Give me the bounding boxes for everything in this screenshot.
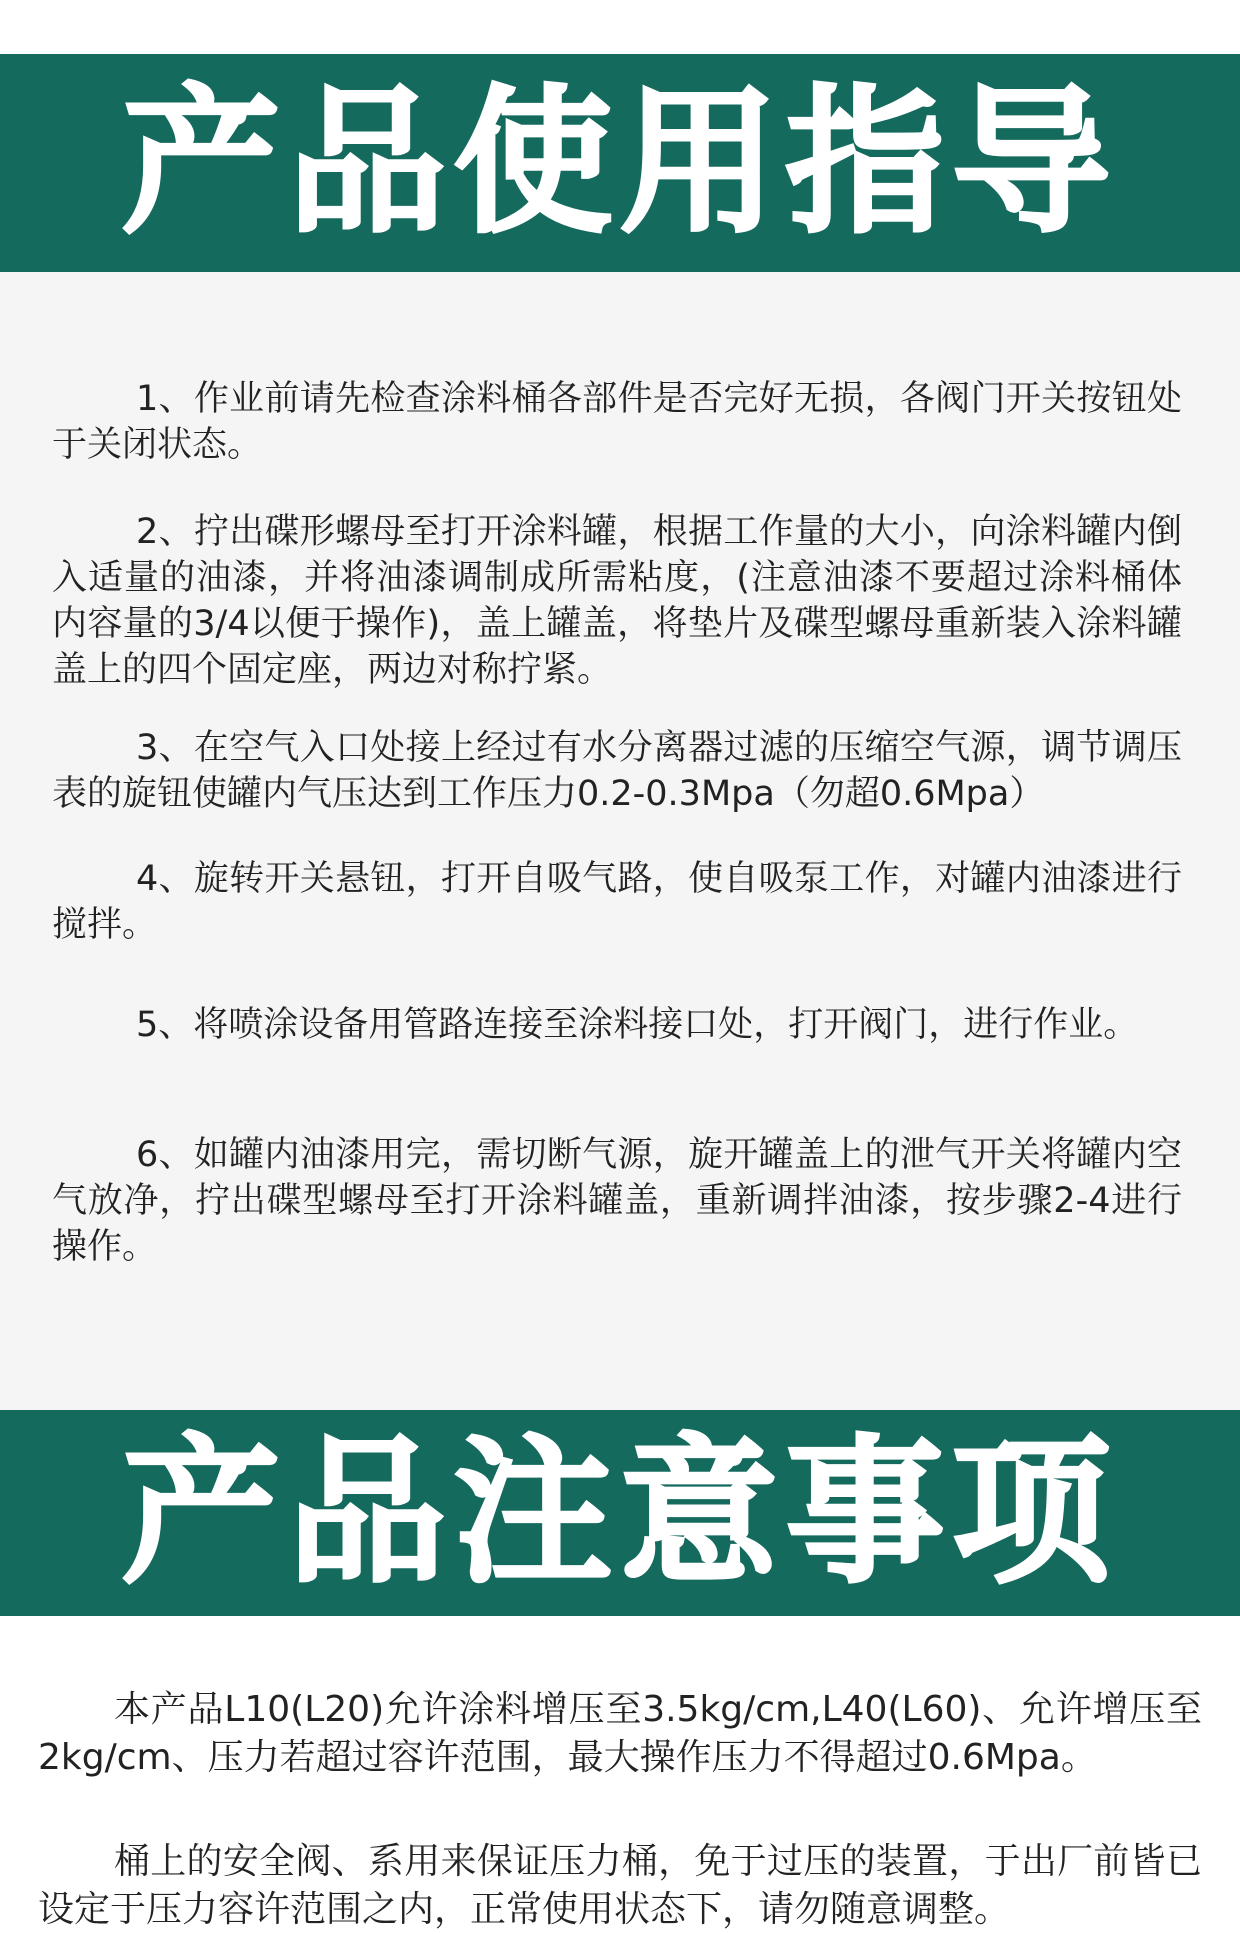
guide-step-4: 4、旋转开关悬钮，打开自吸气路，使自吸泵工作，对罐内油漆进行搅拌。	[52, 859, 1182, 945]
guide-step-5: 5、将喷涂设备用管路连接至涂料接口处，打开阀门，进行作业。	[136, 1005, 1139, 1045]
guide-step-1: 1、作业前请先检查涂料桶各部件是否完好无损，各阀门开关按钮处于关闭状态。	[52, 379, 1182, 465]
guide-step-6: 6、如罐内油漆用完，需切断气源，旋开罐盖上的泄气开关将罐内空气放净，拧出碟型螺母至打开涂料罐盖，重新调拌油漆，按步骤2-4进行操作。	[52, 1135, 1182, 1267]
precautions-banner	[0, 1410, 1240, 1616]
precautions-section	[0, 1616, 1240, 1930]
precaution-paragraph-2: 桶上的安全阀、系用来保证压力桶，免于过压的装置，于出厂前皆已设定于压力容许范围之内，正常使用状态下，请勿随意调整。	[38, 1841, 1202, 1930]
usage-guide-title: 产品使用指导	[122, 71, 1118, 255]
guide-step-2: 2、拧出碟形螺母至打开涂料罐，根据工作量的大小，向涂料罐内倒入适量的油漆，并将油漆调制成所需粘度，(注意油漆不要超过涂料桶体内容量的3/4以便于操作)，盖上罐盖，将垫片及碟型螺母重新装入涂料罐盖上的四个固定座，两边对称拧紧。	[52, 512, 1182, 690]
guide-step-3: 3、在空气入口处接上经过有水分离器过滤的压缩空气源，调节调压表的旋钮使罐内气压达到工作压力0.2-0.3Mpa（勿超0.6Mpa）	[52, 728, 1182, 814]
precautions-title: 产品注意事项	[122, 1421, 1118, 1605]
precaution-paragraph-1: 本产品L10(L20)允许涂料增压至3.5kg/cm,L40(L60)、允许增压至2kg/cm、压力若超过容许范围，最大操作压力不得超过0.6Mpa。	[38, 1689, 1202, 1778]
top-margin	[0, 0, 1240, 54]
usage-guide-banner	[0, 54, 1240, 272]
usage-guide-section	[0, 272, 1240, 1410]
